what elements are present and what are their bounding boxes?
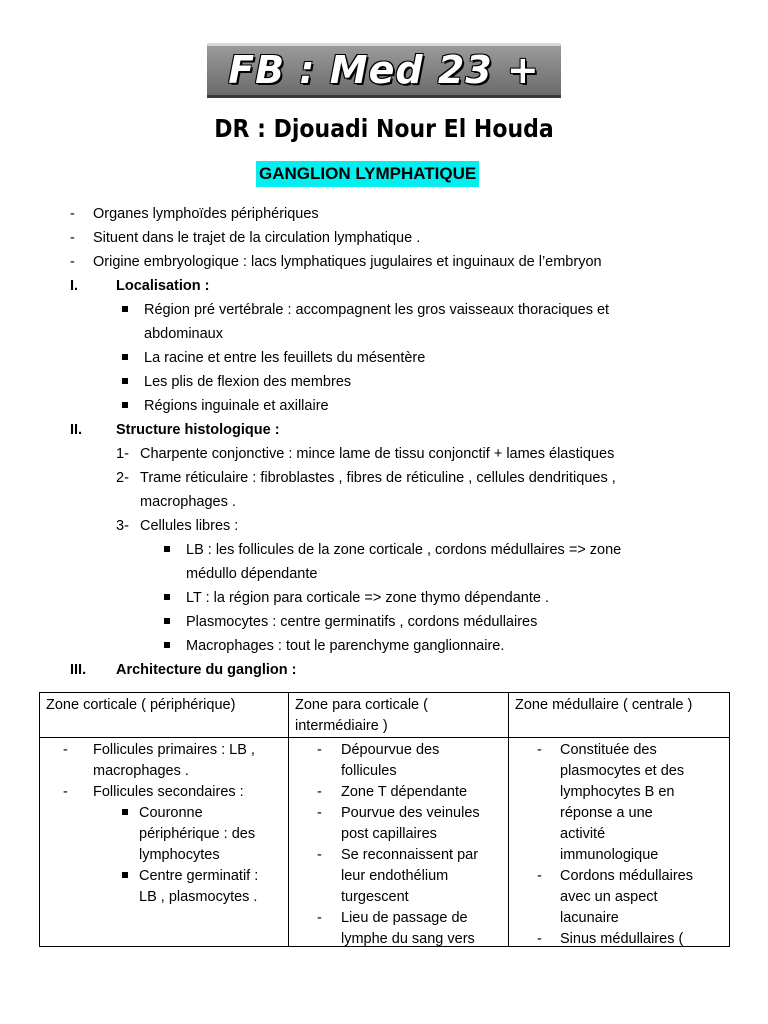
list-item-continuation: abdominaux bbox=[144, 326, 223, 342]
item-number: 1- bbox=[116, 446, 129, 462]
cell-line: Lieu de passage de bbox=[341, 910, 468, 926]
list-item: Origine embryologique : lacs lymphatiques jugulaires et inguinaux de l’embryon bbox=[93, 254, 602, 270]
dash-bullet: - bbox=[537, 742, 542, 758]
cell-line: Couronne bbox=[139, 805, 203, 821]
square-bullet-icon bbox=[122, 354, 128, 360]
cell-line: lymphocytes bbox=[139, 847, 220, 863]
section-title: Architecture du ganglion : bbox=[116, 662, 297, 678]
cell-line: plasmocytes et des bbox=[560, 763, 685, 779]
dash-bullet: - bbox=[70, 254, 75, 270]
header-text: Zone corticale ( périphérique) bbox=[46, 697, 236, 713]
square-bullet-icon bbox=[122, 809, 128, 815]
square-bullet-icon bbox=[164, 618, 170, 624]
list-item: Organes lymphoïdes périphériques bbox=[93, 206, 319, 222]
list-item: Situent dans le trajet de la circulation lymphatique . bbox=[93, 230, 421, 246]
square-bullet-icon bbox=[164, 546, 170, 552]
table-header-cell bbox=[289, 693, 509, 738]
dash-bullet: - bbox=[317, 910, 322, 926]
cell-line: avec un aspect bbox=[560, 889, 658, 905]
section-number: II. bbox=[70, 422, 83, 438]
cell-line: lymphe du sang vers bbox=[341, 931, 475, 946]
cell-line: post capillaires bbox=[341, 826, 437, 842]
cell-line: réponse a une bbox=[560, 805, 653, 821]
cell-line: activité bbox=[560, 826, 606, 842]
section-title: Structure histologique : bbox=[116, 422, 280, 438]
list-item: Régions inguinale et axillaire bbox=[144, 398, 329, 414]
table-header-cell bbox=[509, 693, 730, 738]
list-item-continuation: macrophages . bbox=[140, 494, 236, 510]
list-item: Charpente conjonctive : mince lame de tissu conjonctif + lames élastiques bbox=[140, 446, 615, 462]
header-text: intermédiaire ) bbox=[295, 718, 388, 734]
section-number: III. bbox=[70, 662, 87, 678]
item-number: 2- bbox=[116, 470, 129, 486]
cell-line: périphérique : des bbox=[139, 826, 256, 842]
cell-line: follicules bbox=[341, 763, 397, 779]
table-header-row bbox=[40, 693, 730, 738]
cell-line: turgescent bbox=[341, 889, 409, 905]
list-item: LB : les follicules de la zone corticale , cordons médullaires => zone bbox=[186, 542, 622, 558]
cell-line: leur endothélium bbox=[341, 868, 449, 884]
square-bullet-icon bbox=[122, 872, 128, 878]
cell-line: Cordons médullaires bbox=[560, 868, 693, 884]
dash-bullet: - bbox=[63, 742, 68, 758]
list-item: La racine et entre les feuillets du mésentère bbox=[144, 350, 426, 366]
item-number: 3- bbox=[116, 518, 129, 534]
square-bullet-icon bbox=[122, 402, 128, 408]
table-cell-medullaire bbox=[509, 738, 730, 947]
dash-bullet: - bbox=[317, 784, 322, 800]
square-bullet-icon bbox=[122, 378, 128, 384]
list-item: LT : la région para corticale => zone thymo dépendante . bbox=[186, 590, 550, 606]
cell-line: Follicules secondaires : bbox=[93, 784, 244, 800]
dash-bullet: - bbox=[63, 784, 68, 800]
banner-logo: FB : Med 23 + bbox=[207, 43, 561, 98]
table-header-cell bbox=[40, 693, 289, 738]
cell-line: Centre germinatif : bbox=[139, 868, 259, 884]
section-number: I. bbox=[70, 278, 79, 294]
cell-line: immunologique bbox=[560, 847, 659, 863]
cell-line: Se reconnaissent par bbox=[341, 847, 479, 863]
square-bullet-icon bbox=[164, 594, 170, 600]
list-item: Trame réticulaire : fibroblastes , fibres de réticuline , cellules dendritiques , bbox=[140, 470, 616, 486]
cell-line: Zone T dépendante bbox=[341, 784, 468, 800]
cell-line: lymphocytes B en bbox=[560, 784, 675, 800]
table-cell-corticale bbox=[40, 738, 289, 947]
cell-line: Constituée des bbox=[560, 742, 657, 758]
dash-bullet: - bbox=[317, 805, 322, 821]
table-cell-paracorticale bbox=[289, 738, 509, 947]
header-text: Zone para corticale ( bbox=[295, 697, 428, 713]
dash-bullet: - bbox=[537, 931, 542, 946]
list-item-continuation: médullo dépendante bbox=[186, 566, 318, 582]
dash-bullet: - bbox=[70, 206, 75, 222]
architecture-table bbox=[39, 692, 730, 947]
author-heading: DR : Djouadi Nour El Houda bbox=[214, 114, 554, 143]
square-bullet-icon bbox=[164, 642, 170, 648]
cell-line: macrophages . bbox=[93, 763, 189, 779]
page-title: GANGLION LYMPHATIQUE bbox=[256, 161, 479, 187]
cell-line: Pourvue des veinules bbox=[341, 805, 480, 821]
cell-line: LB , plasmocytes . bbox=[139, 889, 258, 905]
cell-line: Dépourvue des bbox=[341, 742, 440, 758]
square-bullet-icon bbox=[122, 306, 128, 312]
list-item: Région pré vertébrale : accompagnent les gros vaisseaux thoraciques et bbox=[144, 302, 610, 318]
list-item: Les plis de flexion des membres bbox=[144, 374, 352, 390]
section-title: Localisation : bbox=[116, 278, 210, 294]
dash-bullet: - bbox=[317, 742, 322, 758]
list-item: Cellules libres : bbox=[140, 518, 239, 534]
list-item: Plasmocytes : centre germinatifs , cordons médullaires bbox=[186, 614, 538, 630]
dash-bullet: - bbox=[317, 847, 322, 863]
dash-bullet: - bbox=[537, 868, 542, 884]
header-text: Zone médullaire ( centrale ) bbox=[515, 697, 693, 713]
list-item: Macrophages : tout le parenchyme ganglionnaire. bbox=[186, 638, 505, 654]
cell-line: Follicules primaires : LB , bbox=[93, 742, 255, 758]
table-row bbox=[40, 738, 730, 947]
cell-line: lacunaire bbox=[560, 910, 619, 926]
cell-line: Sinus médullaires ( bbox=[560, 931, 684, 946]
dash-bullet: - bbox=[70, 230, 75, 246]
